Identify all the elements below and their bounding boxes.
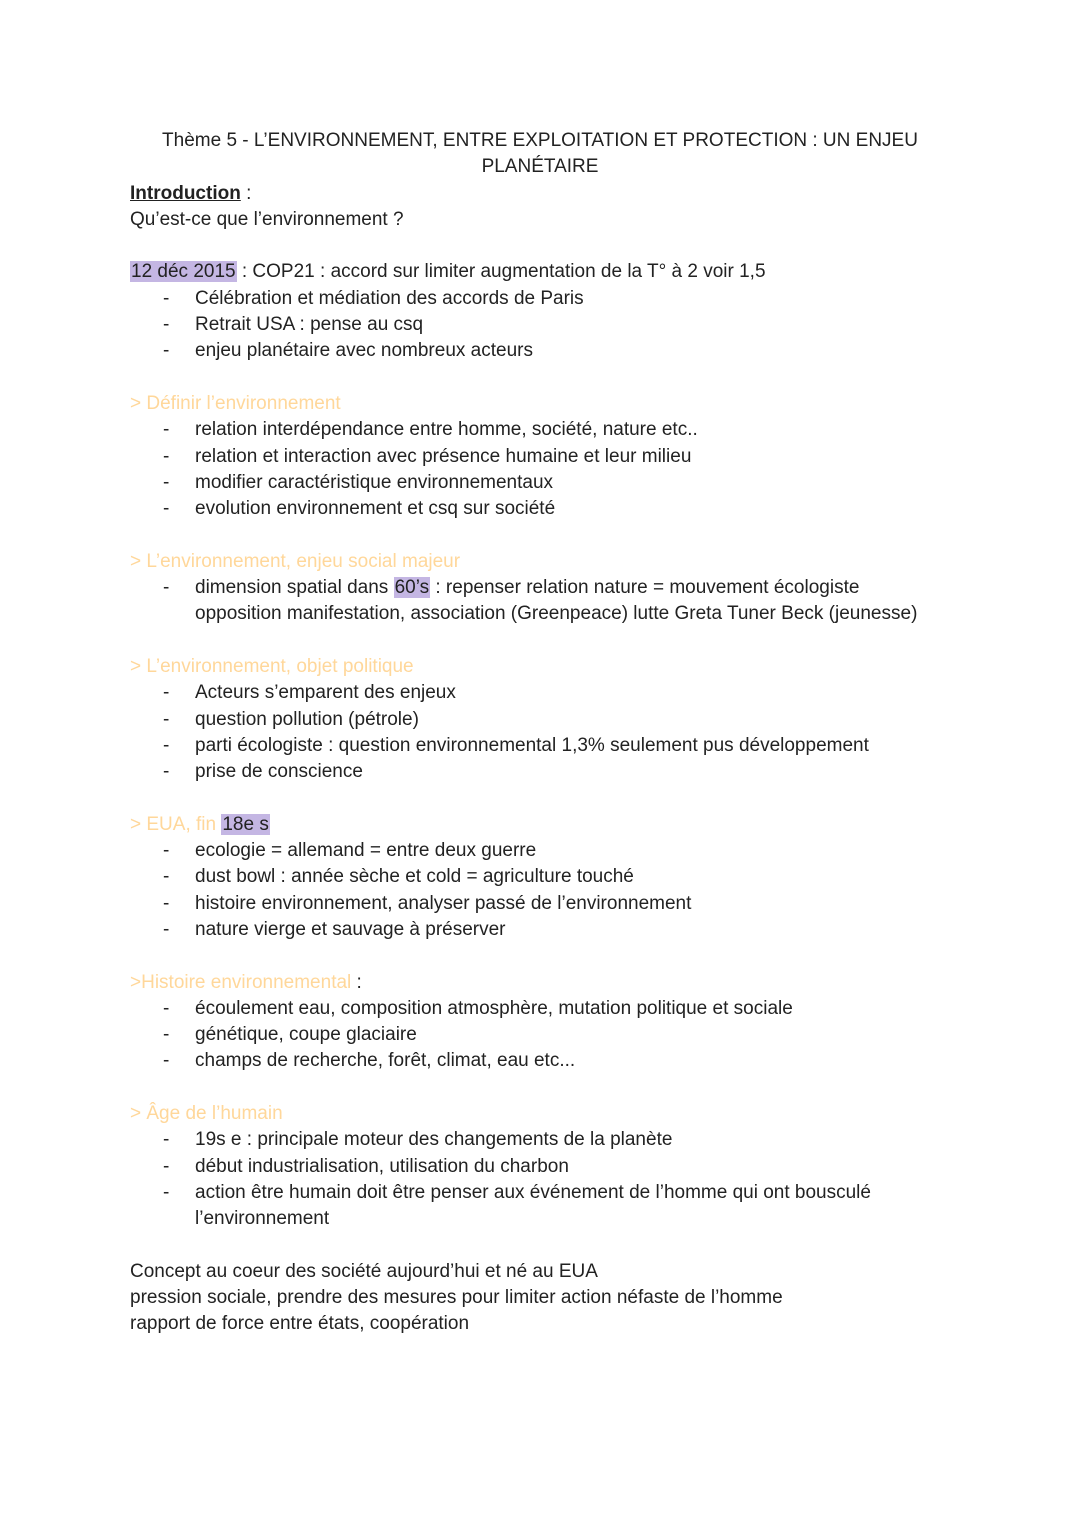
list-item-text: question pollution (pétrole) — [195, 708, 419, 730]
conclusion-line-2: pression sociale, prendre des mesures pour limiter action néfaste de l’homme — [130, 1287, 783, 1309]
list-item-text: histoire environnement, analyser passé de l’environnement — [195, 892, 692, 914]
intro-question: Qu’est-ce que l’environnement ? — [130, 208, 404, 230]
list-item-text: Acteurs s’emparent des enjeux — [195, 682, 456, 704]
list-item — [130, 891, 950, 917]
page-title — [110, 128, 970, 181]
list-item-text: Célébration et médiation des accords de Paris — [195, 287, 584, 309]
list-item — [130, 470, 950, 496]
bullet-dash: - — [163, 997, 170, 1019]
section-heading-definir: > Définir l’environnement — [130, 392, 341, 414]
conclusion-line-1: Concept au coeur des société aujourd’hui et né au EUA — [130, 1260, 598, 1282]
bullet-dash: - — [163, 1129, 170, 1151]
spacer — [130, 522, 950, 548]
title-line-1: Thème 5 - L’ENVIRONNEMENT, ENTRE EXPLOITATION ET PROTECTION : UN ENJEU — [162, 130, 918, 151]
bullet-dash: - — [163, 918, 170, 940]
list-item-text: Retrait USA : pense au csq — [195, 314, 424, 336]
cop-text: : COP21 : accord sur limiter augmentation de la T° à 2 voir 1,5 — [236, 261, 766, 283]
list-item — [130, 864, 950, 890]
list-item-text-pre: dimension spatial dans — [195, 577, 394, 599]
list-item-text: génétique, coupe glaciaire — [195, 1024, 417, 1046]
list-item — [130, 496, 950, 522]
bullet-dash: - — [163, 498, 170, 520]
list-item-text: prise de conscience — [195, 761, 363, 783]
list-item — [130, 1048, 950, 1074]
age-list — [130, 1127, 950, 1232]
bullet-dash: - — [163, 1050, 170, 1072]
list-item-text: parti écologiste : question environnemental 1,3% seulement pus développement — [195, 734, 869, 756]
bullet-dash: - — [163, 287, 170, 309]
bullet-dash: - — [163, 1181, 170, 1203]
spacer — [130, 1075, 950, 1101]
list-item — [130, 1180, 950, 1233]
spacer — [130, 233, 950, 259]
histoire-colon: : — [351, 971, 362, 993]
intro-label: Introduction — [130, 182, 241, 204]
list-item — [130, 312, 950, 338]
highlight-60s: 60’s — [394, 577, 430, 599]
list-item — [130, 444, 950, 470]
list-item-text: écoulement eau, composition atmosphère, mutation politique et sociale — [195, 997, 793, 1019]
list-item-text: enjeu planétaire avec nombreux acteurs — [195, 340, 533, 362]
list-item — [130, 996, 950, 1022]
bullet-dash: - — [163, 734, 170, 756]
bullet-dash: - — [163, 866, 170, 888]
list-item-text: 19s e : principale moteur des changements de la planète — [195, 1129, 673, 1151]
list-item-text: début industrialisation, utilisation du charbon — [195, 1155, 569, 1177]
histoire-list — [130, 996, 950, 1075]
cop-date: 12 déc 2015 — [131, 261, 236, 283]
bullet-dash: - — [163, 419, 170, 441]
bullet-dash: - — [163, 708, 170, 730]
list-item — [130, 417, 950, 443]
list-item-text: relation et interaction avec présence humaine et leur milieu — [195, 445, 692, 467]
bullet-dash: - — [163, 892, 170, 914]
cop-list — [130, 286, 950, 365]
highlight-18es: 18e s — [222, 813, 269, 835]
list-item — [130, 1127, 950, 1153]
bullet-dash: - — [163, 1155, 170, 1177]
list-item-text: nature vierge et sauvage à préserver — [195, 918, 506, 940]
list-item-text: ecologie = allemand = entre deux guerre — [195, 840, 537, 862]
list-item-text: champs de recherche, forêt, climat, eau etc... — [195, 1050, 576, 1072]
bullet-dash: - — [163, 314, 170, 336]
spacer — [130, 1232, 950, 1258]
eua-list — [130, 838, 950, 943]
social-list — [130, 575, 950, 628]
list-item — [130, 286, 950, 312]
spacer — [130, 628, 950, 654]
list-item — [130, 733, 950, 759]
conclusion-line-3: rapport de force entre états, coopération — [130, 1313, 470, 1335]
section-heading-age: > Âge de l’humain — [130, 1102, 283, 1124]
list-item — [130, 707, 950, 733]
intro-heading — [130, 181, 950, 207]
histoire-heading-text: >Histoire environnemental — [130, 971, 352, 993]
bullet-dash: - — [163, 577, 170, 599]
list-item — [130, 338, 950, 364]
bullet-dash: - — [163, 682, 170, 704]
list-item — [130, 1154, 950, 1180]
list-item — [130, 759, 950, 785]
section-heading-social: > L’environnement, enjeu social majeur — [130, 550, 461, 572]
list-item-text: evolution environnement et csq sur société — [195, 498, 556, 520]
cop-line — [130, 259, 950, 285]
bullet-dash: - — [163, 340, 170, 362]
list-item-text: relation interdépendance entre homme, société, nature etc.. — [195, 419, 698, 441]
section-heading-eua — [130, 812, 950, 838]
list-item-text: dust bowl : année sèche et cold = agriculture touché — [195, 866, 634, 888]
bullet-dash: - — [163, 1024, 170, 1046]
spacer — [130, 785, 950, 811]
title-line-2: PLANÉTAIRE — [481, 156, 599, 178]
eua-heading-text: > EUA, fin — [130, 813, 222, 835]
politique-list — [130, 680, 950, 785]
list-item — [130, 838, 950, 864]
definir-list — [130, 417, 950, 522]
bullet-dash: - — [163, 761, 170, 783]
list-item-text: action être humain doit être penser aux événement de l’homme qui ont bousculé l’environnement — [195, 1181, 871, 1230]
intro-colon: : — [240, 182, 252, 204]
list-item-text-post: : repenser relation nature = mouvement écologiste opposition manifestation, association (Greenpeace) lutte Greta Tuner Beck (jeunesse) — [195, 577, 918, 625]
list-item-text: modifier caractéristique environnementaux — [195, 471, 554, 493]
list-item — [130, 680, 950, 706]
list-item — [130, 1022, 950, 1048]
bullet-dash: - — [163, 840, 170, 862]
bullet-dash: - — [163, 445, 170, 467]
spacer — [130, 943, 950, 969]
section-heading-histoire — [130, 970, 950, 996]
spacer — [130, 365, 950, 391]
section-heading-politique: > L’environnement, objet politique — [130, 655, 414, 677]
list-item — [130, 917, 950, 943]
list-item — [130, 575, 950, 628]
document-page — [130, 128, 950, 1338]
bullet-dash: - — [163, 471, 170, 493]
